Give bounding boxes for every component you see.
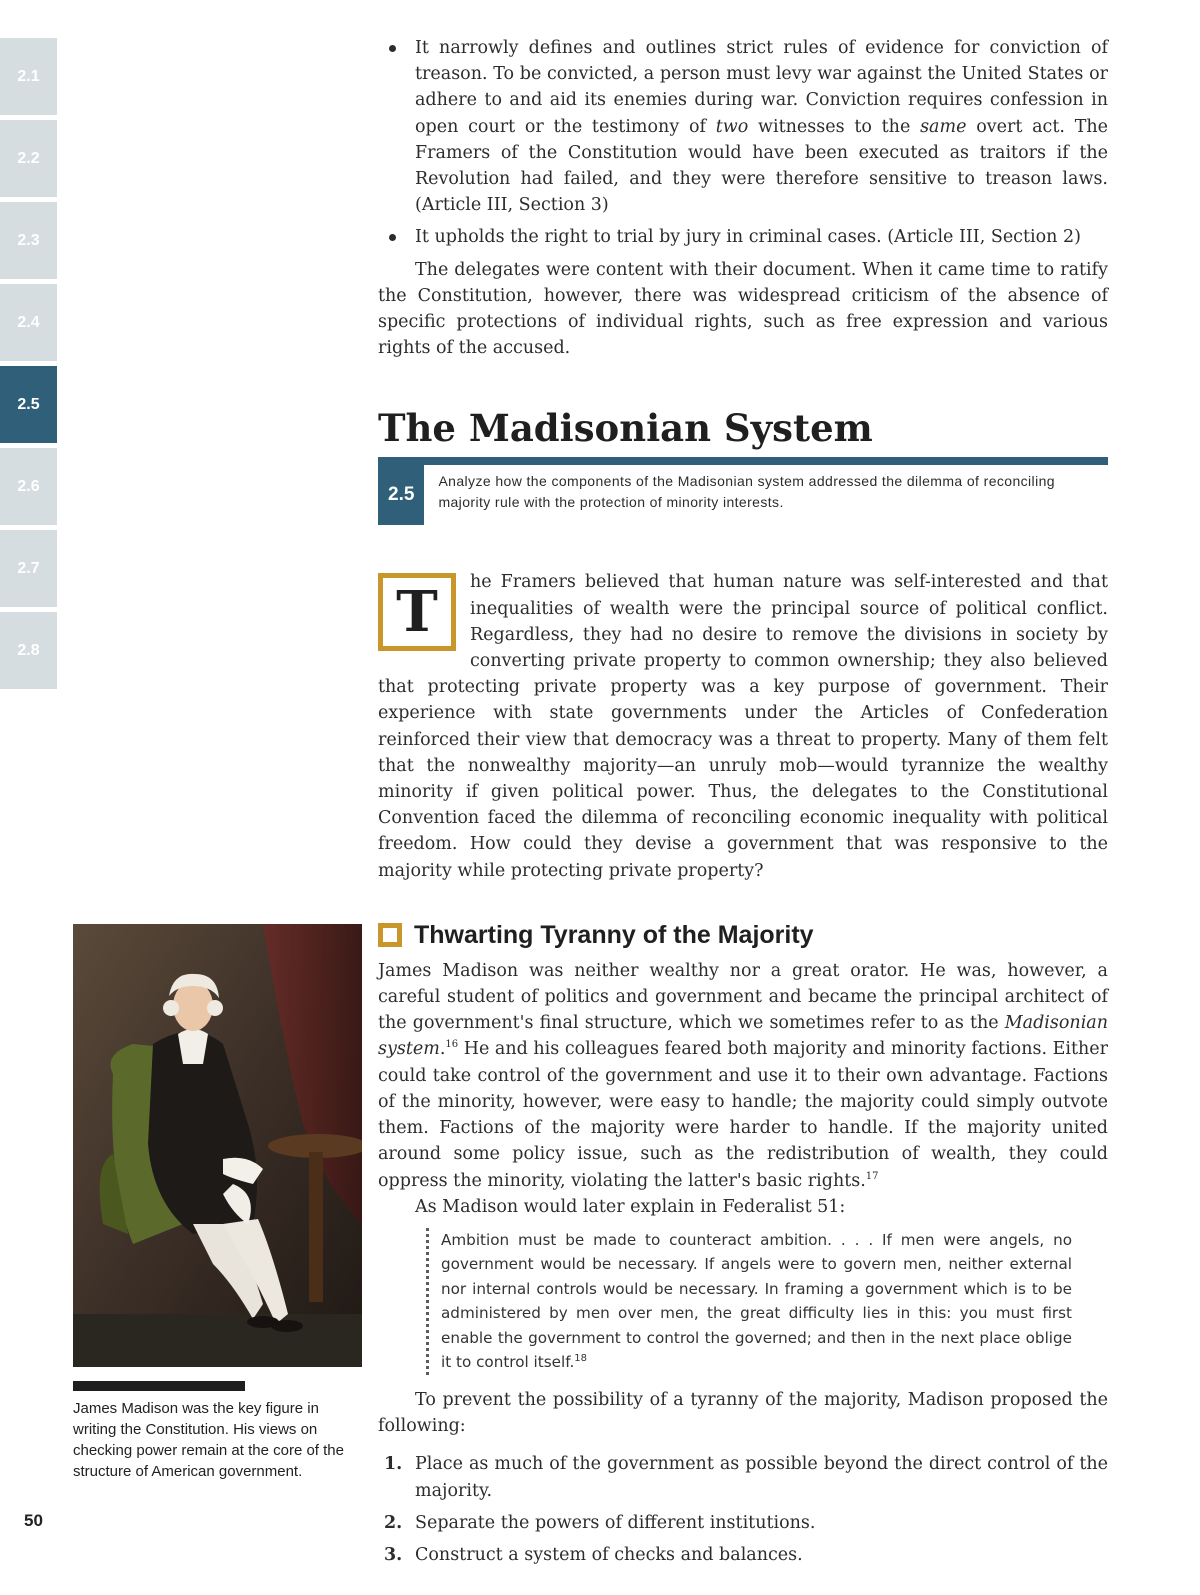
objective-rule: [378, 457, 1108, 465]
madison-paragraph: James Madison was neither wealthy nor a great orator. He was, however, a careful student of politics and government and became the principal architect of the government's final structure, which we sometimes refer to as the Madisonian system.$^{16}$ He and his colleagues feared both majority and minority factions. Either could take control of the government and use it to their own advantage. Factions of the minority, however, were easy to handle; the majority could simply outvote them. Factions of the majority were harder to handle. If the majority united around some policy issue, such as the redistribution of wealth, they could oppress the minority, violating the latter's basic rights.$^{17}$: [378, 960, 1108, 1191]
section-tab-2-1[interactable]: 2.1: [0, 38, 57, 115]
intro-paragraph: The delegates were content with their document. When it came time to ratify the Constitution, however, there was widespread criticism of the absence of specific protections of individual rights, such as free expression and various rights of the accused.: [378, 259, 1108, 359]
main-column: [378, 35, 1108, 1574]
proposal-paragraph: To prevent the possibility of a tyranny of the majority, Madison proposed the following:: [378, 1389, 1108, 1437]
section-tabs: [0, 38, 57, 694]
bullet-item-jury: It upholds the right to trial by jury in criminal cases. (Article III, Section 2): [415, 224, 1108, 250]
madison-portrait: [73, 924, 362, 1367]
section-tab-2-2[interactable]: 2.2: [0, 120, 57, 197]
bullet-item-treason: It narrowly defines and outlines strict rules of evidence for conviction of treason. To be convicted, a person must levy war against the United States or adhere to and aid its enemies during war. Conviction requires confession in open court or the testimony of two witnesses to the same overt act. The Framers of the Constitution would have been executed as traitors if the Revolution had failed, and they were therefore sensitive to treason laws. (Article III, Section 3): [415, 35, 1108, 218]
objective-text: Analyze how the components of the Madisonian system addressed the dilemma of reconciling majority rule with the protection of minority interests.: [438, 473, 1055, 511]
portrait-illustration: [73, 924, 362, 1367]
numbered-list: [378, 1451, 1108, 1568]
dropcap-paragraph: T he Framers believed that human nature was self-interested and that inequalities of wealth were the principal source of political conflict. Regardless, they had no desire to remove the divisions in society by converting private property to common ownership; they also believed that protecting private property was a key purpose of government. Their experience with state governments under the Articles of Confederation reinforced their view that democracy was a threat to property. Many of them felt that the nonwealthy majority—an unruly mob—would tyrannize the wealthy minority if given political power. Thus, the delegates to the Constitutional Convention faced the dilemma of reconciling economic inequality with political freedom. How could they devise a government that was responsive to the majority while protecting private property?: [378, 572, 1108, 881]
list-item: 3. Construct a system of checks and balances.: [384, 1544, 803, 1565]
section-title: The Madisonian System: [378, 406, 873, 451]
page-number: 50: [24, 1511, 43, 1530]
list-item: 1. Place as much of the government as possible beyond the direct control of the majority.: [384, 1454, 1108, 1501]
section-tab-2-6[interactable]: 2.6: [0, 448, 57, 525]
section-tab-2-4[interactable]: 2.4: [0, 284, 57, 361]
footnote-ref-18[interactable]: 18: [574, 1353, 588, 1365]
list-item: 2. Separate the powers of different institutions.: [384, 1512, 816, 1533]
section-tab-2-3[interactable]: 2.3: [0, 202, 57, 279]
objective-number: 2.5: [378, 465, 424, 525]
footnote-ref-16[interactable]: 16: [445, 1039, 459, 1051]
bullet-list: [378, 35, 1108, 251]
figure-caption: James Madison was the key figure in writing the Constitution. His views on checking power remain at the core of the structure of American government.: [73, 1400, 344, 1480]
section-tab-2-7[interactable]: 2.7: [0, 530, 57, 607]
caption-rule: [73, 1381, 245, 1391]
footnote-ref-17[interactable]: 17: [865, 1170, 879, 1182]
section-tab-2-8[interactable]: 2.8: [0, 612, 57, 689]
subsection-heading: Thwarting Tyranny of the Majority: [378, 920, 1108, 950]
drop-cap: T: [378, 573, 456, 651]
federalist-intro: As Madison would later explain in Federalist 51:: [415, 1196, 846, 1217]
section-tab-2-5-active[interactable]: 2.5: [0, 366, 57, 443]
learning-objective: [378, 465, 1108, 525]
square-bullet-icon: [378, 923, 402, 947]
federalist-51-quote: Ambition must be made to counteract ambition. . . . If men were angels, no government would be necessary. If angels were to govern men, neither external nor internal controls would be necessary. In framing a government which is to be administered by men over men, the great difficulty lies in this: you must first enable the government to control the governed; and then in the next place oblige it to control itself.$^{18}$: [426, 1228, 1072, 1375]
